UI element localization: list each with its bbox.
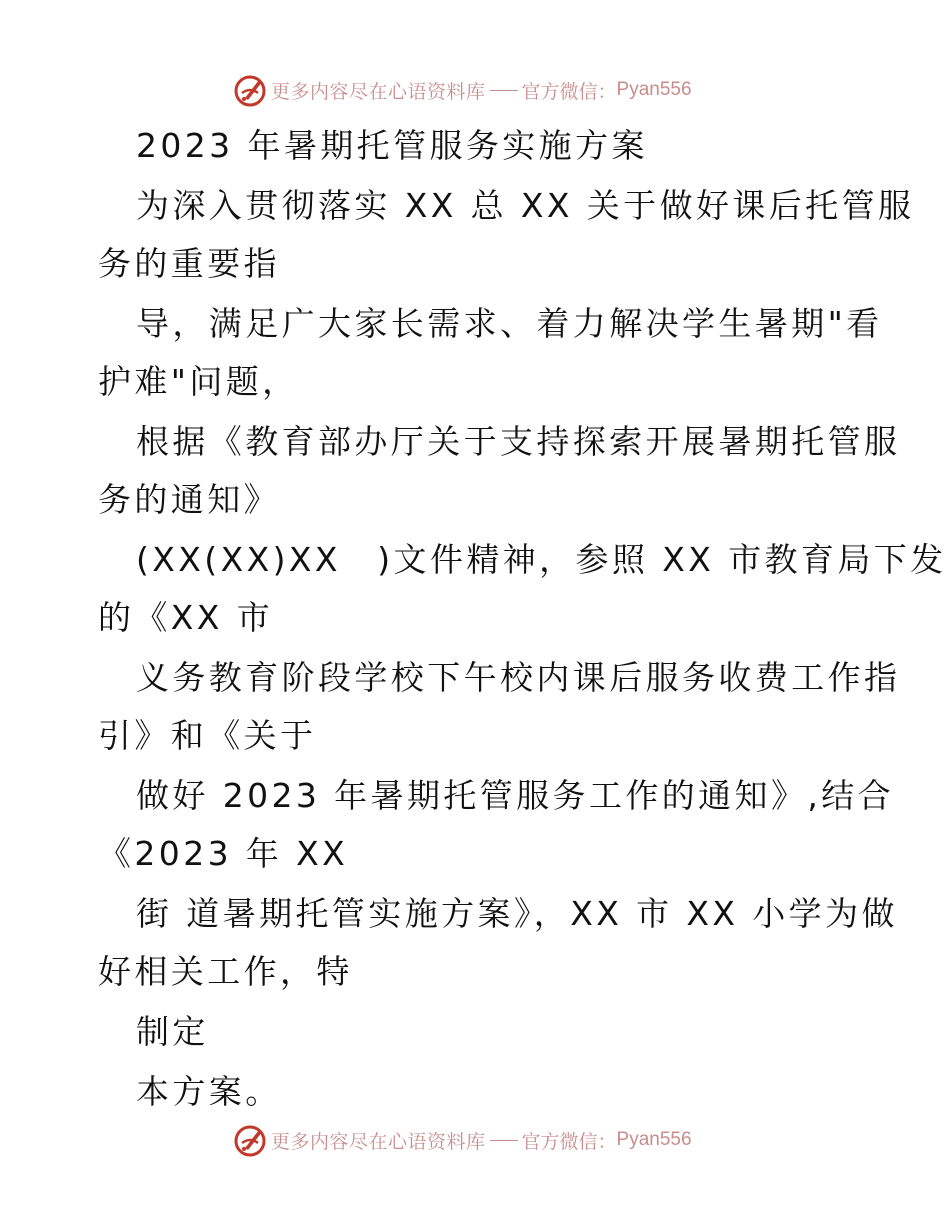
paragraph-line: 护难"问题， (98, 362, 299, 401)
paragraph-line: 的《XX 市 (98, 598, 274, 637)
paragraph-line: 制定 (136, 1012, 209, 1051)
paragraph-line: 为深入贯彻落实 XX 总 XX 关于做好课后托管服 (136, 186, 915, 225)
watermark-wechat-id: Pyan556 (616, 1129, 692, 1150)
book-pen-logo-icon (233, 1123, 267, 1157)
paragraph-line: 引》和《关于 (98, 716, 317, 755)
watermark-banner-bottom (233, 1122, 692, 1158)
paragraph-line: 根据《教育部办厅关于支持探索开展暑期托管服 (136, 422, 901, 461)
paragraph-line: 导，满足广大家长需求、着力解决学生暑期"看 (136, 304, 883, 343)
watermark-wechat-id: Pyan556 (616, 79, 692, 100)
watermark-site-text: 更多内容尽在心语资料库 (271, 1130, 486, 1153)
watermark-wechat-label: 官方微信： (521, 1130, 617, 1153)
watermark-dash (490, 90, 518, 91)
paragraph-line: 好相关工作，特 (98, 952, 353, 991)
paragraph-line: 做好 2023 年暑期托管服务工作的通知》,结合 (136, 776, 895, 815)
watermark-dash (490, 1140, 518, 1141)
document-title: 2023 年暑期托管服务实施方案 (136, 126, 648, 165)
paragraph-line: 务的重要指 (98, 244, 280, 283)
paragraph-line: 务的通知》 (98, 480, 280, 519)
watermark-wechat-label: 官方微信： (521, 80, 617, 103)
watermark-banner-top (233, 72, 692, 108)
paragraph-line: 街 道暑期托管实施方案》，XX 市 XX 小学为做 (136, 894, 898, 933)
paragraph-line: (XX(XX)XX )文件精神，参照 XX 市教育局下发 (136, 540, 947, 579)
watermark-site-text: 更多内容尽在心语资料库 (271, 80, 486, 103)
paragraph-line: 本方案。 (136, 1072, 282, 1111)
book-pen-logo-icon (233, 73, 267, 107)
paragraph-line: 《2023 年 XX (98, 834, 349, 873)
paragraph-line: 义务教育阶段学校下午校内课后服务收费工作指 (136, 658, 901, 697)
